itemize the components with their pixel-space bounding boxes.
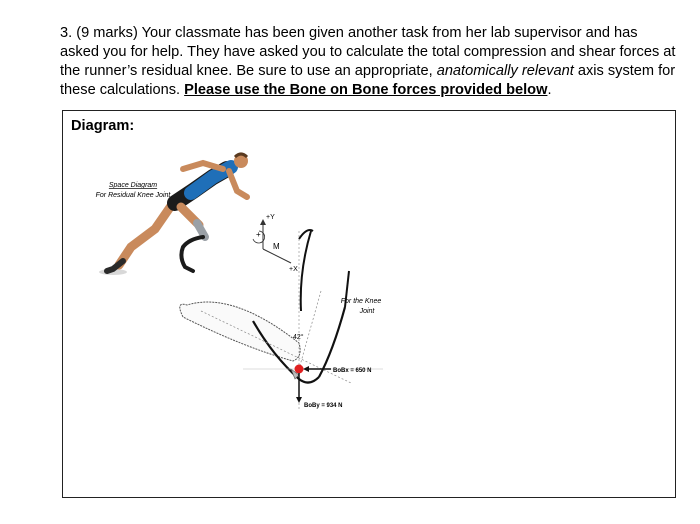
axis-moment-label: M <box>273 242 280 251</box>
runner-socket <box>197 223 205 237</box>
space-diagram-caption-2: For Residual Knee Joint <box>95 192 171 199</box>
angle-label: 42° <box>293 334 304 341</box>
runner-blade-prosthesis <box>181 237 203 271</box>
x-axis-arrow <box>263 249 291 263</box>
knee-caption-2: Joint <box>359 308 375 315</box>
question-emphasis: anatomically relevant <box>436 63 574 79</box>
question-body-2: axis system for these calculations. <box>60 63 676 98</box>
axis-system <box>253 214 313 311</box>
knee-joint-marker <box>295 365 304 374</box>
question-underlined-instruction: Please use the Bone on Bone forces provided below <box>184 82 548 98</box>
bobx-arrowhead <box>303 366 309 372</box>
axis-plus-x-label: +X <box>289 266 298 273</box>
knee-caption-1: For the Knee <box>340 298 382 305</box>
boby-arrowhead <box>296 397 302 403</box>
question-body-1: Your classmate has been given another task from her lab supervisor and has asked you for help. They have asked you to calculate the total compression and shear forces at the runner’s residual knee. Be sure to use an appropriate, <box>60 25 676 79</box>
axis-plus-y-label: +Y <box>266 214 275 221</box>
diagram-title: Diagram: <box>71 118 135 134</box>
bobx-force-label: BoBx = 650 N <box>333 368 372 374</box>
hand-drawn-vertical-line <box>301 231 311 311</box>
thigh-outline <box>180 302 300 361</box>
diagram-figure <box>63 111 677 499</box>
runner-front-arm <box>229 171 247 197</box>
runner-illustration <box>99 154 248 275</box>
diagram-box <box>62 110 676 498</box>
axis-plus-label: + <box>256 230 261 239</box>
boby-force-label: BoBy = 934 N <box>304 403 343 409</box>
question-text <box>60 24 680 100</box>
runner-back-arm <box>183 163 223 169</box>
space-diagram-caption-1: Space Diagram <box>108 182 158 189</box>
question-end: . <box>547 82 552 98</box>
angled-reference-line <box>299 291 321 369</box>
question-number: 3. (9 marks) <box>60 25 138 41</box>
runner-back-leg <box>119 203 173 265</box>
hand-drawn-knee-line <box>319 307 345 377</box>
